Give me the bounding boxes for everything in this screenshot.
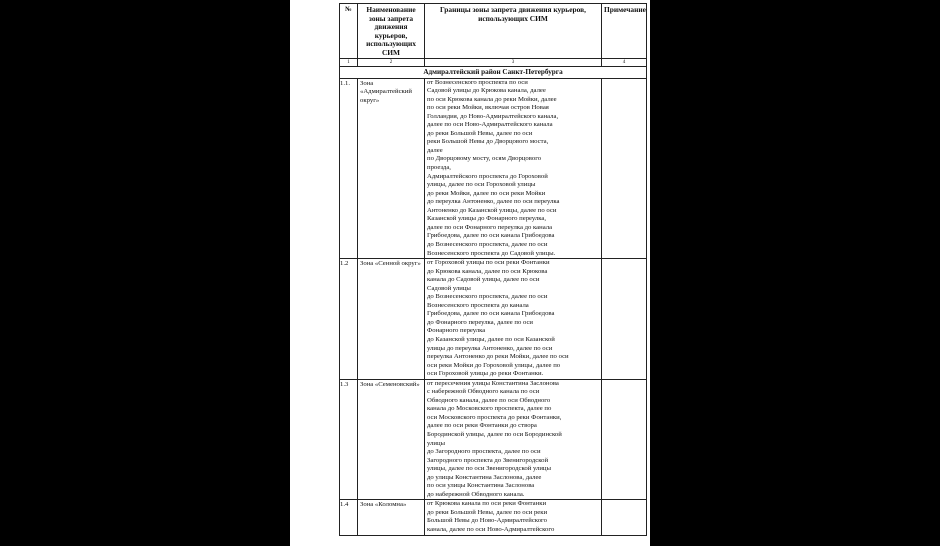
zone-bounds-line: переулка Антоненко до реки Мойки, далее по оси <box>427 353 569 361</box>
zone-bounds-line: до Вознесенского проспекта, далее по оси <box>427 240 548 248</box>
header-note: Примечание <box>602 4 647 59</box>
zone-bounds-line: до Крюкова канала, далее по оси Крюкова <box>427 267 548 275</box>
zone-bounds-line: канала, далее по оси Ново-Адмиралтейского <box>427 526 555 533</box>
header-zone-name: Наименование зоны запрета движения курьеров, использующих СИМ <box>358 4 425 59</box>
zone-bounds-line: реки Большой Невы до Дворцового моста, <box>427 138 549 146</box>
zone-bounds-line: улицы, далее по оси Гороховой улицы <box>427 181 536 189</box>
column-number: 1 <box>340 58 358 66</box>
zone-bounds-line: до реки Большой Невы, далее по оси реки <box>427 508 548 516</box>
zone-bounds-line: далее по оси реки Фонтанки до створа <box>427 422 537 430</box>
zone-bounds-line: от пересечения улицы Константина Заслонова <box>427 379 559 387</box>
zone-note <box>602 379 647 500</box>
zone-bounds-line: Грибоедова, далее по оси канала Грибоедова <box>427 310 555 318</box>
zone-bounds-line: по оси Крюкова канала до реки Мойки, далее <box>427 95 557 103</box>
zone-bounds-line: до реки Большой Невы, далее по оси <box>427 129 533 137</box>
zone-bounds-line: далее по оси Фонарного переулка до канала <box>427 223 553 231</box>
header-zone-bounds: Границы зоны запрета движения курьеров, использующих СИМ <box>425 4 602 59</box>
zone-bounds-line: оси Московского проспекта до реки Фонтанки, <box>427 413 562 421</box>
district-title: Адмиралтейский район Санкт-Петербурга <box>340 66 647 78</box>
zone-bounds-line: канала до Московского проспекта, далее по <box>427 405 552 413</box>
zone-number: 1.2 <box>340 259 358 380</box>
zone-bounds-line: Казанской улицы до Фонарного переулка, <box>427 215 547 223</box>
zone-bounds-line: улицы <box>427 439 446 447</box>
zone-bounds <box>425 78 602 258</box>
zone-bounds-line: до Казанской улицы, далее по оси Казанской <box>427 335 555 343</box>
zone-bounds-line: проезда, <box>427 164 451 172</box>
zone-row <box>340 259 647 380</box>
zone-name: Зона «Семеновский» <box>358 379 425 500</box>
zone-bounds <box>425 259 602 380</box>
zone-bounds-line: Фонарного переулка <box>427 327 486 335</box>
zone-note <box>602 78 647 258</box>
zone-bounds-line: улицы, далее по оси Звенигородской улицы <box>427 465 552 473</box>
zone-bounds-line: улицы до переулка Антоненко, далее по оси <box>427 344 553 352</box>
zone-bounds-line: Вознесенского проспекта до Садовой улицы. <box>427 249 556 257</box>
zone-note <box>602 500 647 535</box>
zone-bounds <box>425 500 602 535</box>
zone-bounds-line: с набережной Обводного канала по оси <box>427 388 540 396</box>
zone-bounds-line: до реки Мойки, далее по оси реки Мойки <box>427 189 546 197</box>
zone-bounds <box>425 379 602 500</box>
zone-bounds-line: до набережной Обводного канала. <box>427 490 525 498</box>
zone-bounds-line: далее по оси Ново-Адмиралтейского канала <box>427 121 553 129</box>
zone-bounds-line: Голландия, до Ново-Адмиралтейского канала, <box>427 112 559 120</box>
column-number-row <box>340 58 647 66</box>
zone-bounds-line: Загородного проспекта до Звенигородской <box>427 456 549 464</box>
header-number: № <box>340 4 358 59</box>
zone-bounds-line: канала до Садовой улицы, далее по оси <box>427 276 540 284</box>
column-number: 4 <box>602 58 647 66</box>
zone-row <box>340 500 647 535</box>
zone-number: 1.1. <box>340 78 358 258</box>
zone-bounds-line: Вознесенского проспекта до канала <box>427 301 529 309</box>
zones-table <box>339 3 647 536</box>
district-row <box>340 66 647 78</box>
zone-bounds-line: по оси реки Мойки, включая остров Новая <box>427 104 549 112</box>
zone-bounds-line: Садовой улицы до Крюкова канала, далее <box>427 87 546 95</box>
zone-bounds-line: оси реки Мойки до Гороховой улицы, далее по <box>427 361 561 369</box>
zone-bounds-line: до Вознесенского проспекта, далее по оси <box>427 293 548 301</box>
zone-bounds-line: по оси улицы Константина Заслонова <box>427 482 535 490</box>
zone-bounds-line: до Фонарного переулка, далее по оси <box>427 318 534 326</box>
zone-name: Зона «Сенной округ» <box>358 259 425 380</box>
zone-bounds-line: Антоненко до Казанской улицы, далее по оси <box>427 206 557 214</box>
zone-note <box>602 259 647 380</box>
zone-bounds-line: Обводного канала, далее по оси Обводного <box>427 396 551 404</box>
zone-bounds-line: Большой Невы до Ново-Адмиралтейского <box>427 517 547 525</box>
zone-number: 1.3 <box>340 379 358 500</box>
zone-bounds-line: Бородинской улицы, далее по оси Бородинской <box>427 430 562 438</box>
zone-bounds-line: Адмиралтейского проспекта до Гороховой <box>427 172 548 180</box>
zone-name: Зона «Коломна» <box>358 500 425 535</box>
zone-bounds-line: оси Гороховой улицы до реки Фонтанки. <box>427 370 544 378</box>
zone-bounds-line: Грибоедова, далее по оси канала Грибоедова <box>427 232 555 240</box>
zone-bounds-line: Садовой улицы <box>427 284 471 292</box>
zone-bounds-line: по Дворцовому мосту, осям Дворцового <box>427 155 542 163</box>
zone-bounds-line: до переулка Антоненко, далее по оси переулка <box>427 198 560 206</box>
zone-row <box>340 379 647 500</box>
zone-bounds-line: от Вознесенского проспекта по оси <box>427 78 528 86</box>
zone-bounds-line: далее <box>427 146 443 154</box>
zone-row <box>340 78 647 258</box>
document-page <box>290 0 650 546</box>
zone-bounds-line: до улицы Константина Заслонова, далее <box>427 473 542 481</box>
zone-bounds-line: от Крюкова канала по оси реки Фонтанки <box>427 500 547 508</box>
zone-number: 1.4 <box>340 500 358 535</box>
table-header-row <box>340 4 647 59</box>
column-number: 2 <box>358 58 425 66</box>
zone-bounds-line: от Гороховой улицы по оси реки Фонтанки <box>427 259 550 267</box>
zone-bounds-line: до Загородного проспекта, далее по оси <box>427 448 541 456</box>
column-number: 3 <box>425 58 602 66</box>
zone-name: Зона «Адмиралтейский округ» <box>358 78 425 258</box>
